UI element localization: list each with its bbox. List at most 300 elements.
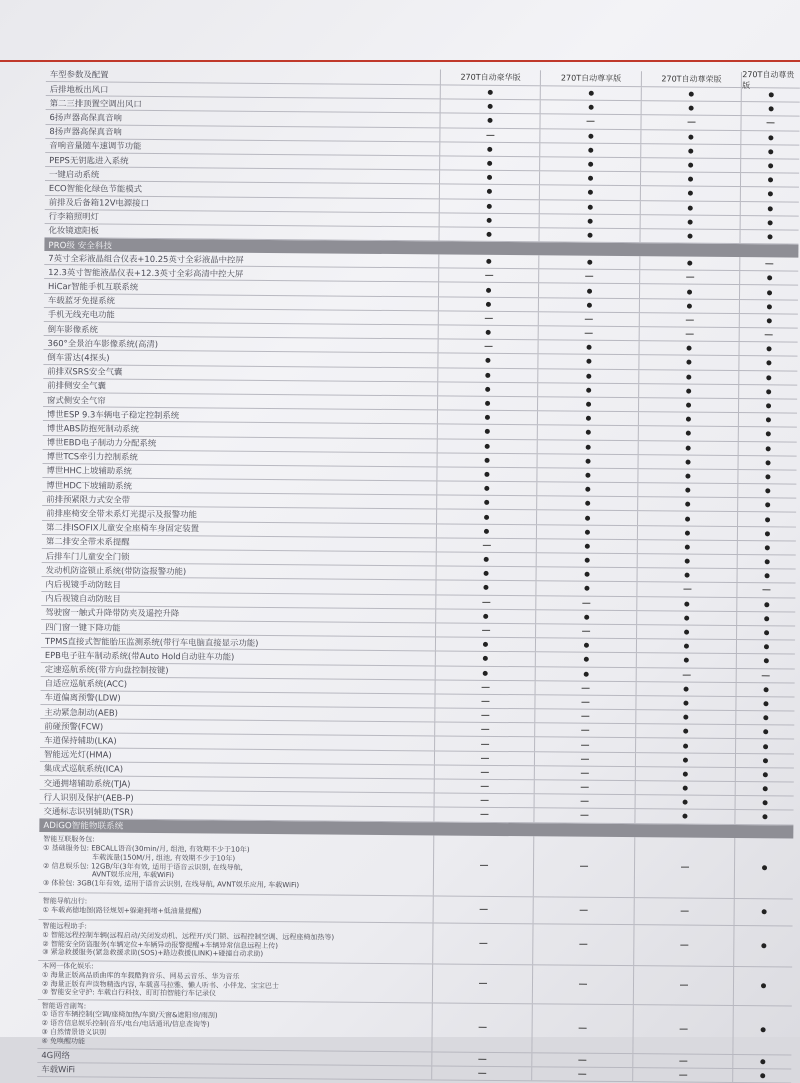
- block-line: ③ 自然情景语义识别: [41, 1027, 107, 1037]
- not-available-dash-icon: [481, 758, 489, 759]
- value-cell: [636, 668, 737, 682]
- row-label: 第二排ISOFIX儿童安全座椅车身固定装置: [45, 522, 200, 534]
- value-cell: [537, 454, 638, 468]
- standard-dot-icon: [763, 715, 768, 720]
- value-cell: [740, 187, 799, 201]
- not-available-dash-icon: [478, 1073, 486, 1074]
- standard-dot-icon: [767, 220, 772, 225]
- value-cell: [537, 497, 638, 511]
- standard-dot-icon: [768, 163, 773, 168]
- standard-dot-icon: [488, 104, 493, 109]
- value-cell: [733, 1006, 792, 1055]
- row-label: 窗式侧安全气帘: [47, 394, 106, 406]
- standard-dot-icon: [685, 545, 690, 550]
- not-available-dash-icon: [479, 983, 487, 984]
- value-cell: [635, 682, 736, 696]
- value-cell: [436, 524, 537, 538]
- standard-dot-icon: [586, 345, 591, 350]
- not-available-dash-icon: [680, 911, 688, 912]
- row-label: 音响音量随车速调节功能: [49, 140, 142, 152]
- row-label: 博世ESP 9.3车辆电子稳定控制系统: [46, 408, 180, 420]
- value-cell: [734, 899, 793, 926]
- standard-dot-icon: [585, 487, 590, 492]
- row-label: 智能远光灯(HMA): [43, 749, 112, 760]
- standard-dot-icon: [763, 730, 768, 735]
- value-cell: [433, 808, 534, 822]
- value-cell: [639, 256, 740, 270]
- value-cell: [435, 652, 536, 666]
- standard-dot-icon: [585, 501, 590, 506]
- value-cell: [736, 669, 795, 683]
- standard-dot-icon: [766, 361, 771, 366]
- value-cell: [533, 836, 634, 897]
- standard-dot-icon: [586, 359, 591, 364]
- not-available-dash-icon: [585, 319, 593, 320]
- standard-dot-icon: [688, 148, 693, 153]
- block-line: ② 语音信息娱乐控制(音乐/电台/电话通讯/信息查询等): [41, 1019, 210, 1029]
- not-available-dash-icon: [484, 318, 492, 319]
- standard-dot-icon: [484, 571, 489, 576]
- row-label: 自适应巡航系统(ACC): [44, 678, 128, 690]
- standard-dot-icon: [485, 373, 490, 378]
- value-cell: [738, 456, 797, 470]
- not-available-dash-icon: [683, 589, 691, 590]
- value-cell: [436, 510, 537, 524]
- standard-dot-icon: [685, 559, 690, 564]
- standard-dot-icon: [684, 630, 689, 635]
- value-cell: [539, 270, 640, 284]
- standard-dot-icon: [686, 445, 691, 450]
- value-cell: [539, 171, 640, 185]
- block-line: 智能语音副驾:: [41, 1001, 87, 1010]
- not-available-dash-icon: [763, 590, 771, 591]
- not-available-dash-icon: [685, 319, 693, 320]
- standard-dot-icon: [688, 163, 693, 168]
- block-line: ③ 智能安全守护: 车载自行科技、盯盯拍智能行车记录仪: [41, 988, 217, 998]
- value-cell: [640, 201, 741, 215]
- standard-dot-icon: [685, 502, 690, 507]
- row-label: 一键启动系统: [49, 168, 100, 180]
- standard-dot-icon: [687, 289, 692, 294]
- block-label: [39, 832, 433, 895]
- red-rule-line: [0, 60, 800, 62]
- value-cell: [738, 484, 797, 498]
- not-available-dash-icon: [579, 944, 587, 945]
- value-cell: [638, 341, 739, 355]
- standard-dot-icon: [485, 401, 490, 406]
- row-label: ECO智能化绿色节能模式: [48, 182, 143, 194]
- value-cell: [739, 300, 798, 314]
- row-label: 前排预紧限力式安全带: [46, 493, 131, 505]
- standard-dot-icon: [683, 757, 688, 762]
- value-cell: [539, 228, 640, 242]
- row-label: 博世HDC下坡辅助系统: [46, 479, 132, 491]
- standard-dot-icon: [587, 288, 592, 293]
- value-cell: [737, 569, 796, 583]
- standard-dot-icon: [685, 516, 690, 521]
- value-cell: [736, 612, 795, 626]
- value-cell: [638, 356, 739, 370]
- standard-dot-icon: [683, 715, 688, 720]
- value-cell: [540, 115, 641, 129]
- row-label: 交通标志识别辅助(TSR): [43, 805, 134, 817]
- value-cell: [537, 411, 638, 425]
- standard-dot-icon: [487, 161, 492, 166]
- value-cell: [437, 425, 538, 439]
- standard-dot-icon: [762, 786, 767, 791]
- standard-dot-icon: [688, 134, 693, 139]
- value-cell: [739, 356, 798, 370]
- value-cell: [540, 101, 641, 115]
- value-cell: [640, 158, 741, 172]
- value-cell: [540, 86, 641, 100]
- standard-dot-icon: [761, 983, 766, 988]
- value-cell: [739, 371, 798, 385]
- standard-dot-icon: [760, 1073, 765, 1078]
- standard-dot-icon: [588, 176, 593, 181]
- standard-dot-icon: [764, 645, 769, 650]
- value-cell: [535, 667, 636, 681]
- value-cell: [740, 257, 799, 271]
- standard-dot-icon: [767, 290, 772, 295]
- row-label: PEPS无钥匙进入系统: [49, 154, 129, 166]
- standard-dot-icon: [766, 403, 771, 408]
- value-cell: [735, 796, 794, 810]
- not-available-dash-icon: [486, 134, 494, 135]
- value-cell: [535, 681, 636, 695]
- not-available-dash-icon: [685, 334, 693, 335]
- value-cell: [632, 1005, 733, 1054]
- value-cell: [435, 666, 536, 680]
- standard-dot-icon: [765, 503, 770, 508]
- not-available-dash-icon: [581, 744, 589, 745]
- row-label: 12.3英寸智能液晶仪表+12.3英寸全彩高清中控大屏: [48, 266, 244, 279]
- row-label: 博世EBD电子制动力分配系统: [46, 437, 157, 449]
- value-cell: [739, 328, 798, 342]
- value-cell: [735, 739, 794, 753]
- value-cell: [536, 553, 637, 567]
- value-cell: [439, 142, 540, 156]
- not-available-dash-icon: [582, 702, 590, 703]
- value-cell: [535, 695, 636, 709]
- standard-dot-icon: [765, 517, 770, 522]
- value-cell: [639, 215, 740, 229]
- feature-block-row: [39, 832, 794, 900]
- value-cell: [436, 538, 537, 552]
- value-cell: [432, 964, 533, 1003]
- row-label: EPB电子驻车制动系统(带Auto Hold自动驻车功能): [44, 649, 235, 662]
- value-cell: [538, 326, 639, 340]
- not-available-dash-icon: [681, 867, 689, 868]
- not-available-dash-icon: [479, 943, 487, 944]
- value-cell: [636, 568, 737, 582]
- standard-dot-icon: [685, 530, 690, 535]
- standard-dot-icon: [484, 585, 489, 590]
- standard-dot-icon: [585, 473, 590, 478]
- value-cell: [539, 200, 640, 214]
- standard-dot-icon: [483, 656, 488, 661]
- value-cell: [740, 159, 799, 173]
- value-cell: [737, 541, 796, 555]
- value-cell: [738, 385, 797, 399]
- standard-dot-icon: [684, 601, 689, 606]
- standard-dot-icon: [766, 375, 771, 380]
- standard-dot-icon: [488, 90, 493, 95]
- value-cell: [636, 597, 737, 611]
- value-cell: [536, 567, 637, 581]
- standard-dot-icon: [763, 659, 768, 664]
- row-label: 车道保持辅助(LKA): [44, 735, 117, 746]
- not-available-dash-icon: [680, 985, 688, 986]
- value-cell: [435, 581, 536, 595]
- value-cell: [736, 683, 795, 697]
- row-label: 交通拥堵辅助系统(TJA): [43, 777, 131, 789]
- standard-dot-icon: [685, 573, 690, 578]
- value-cell: [436, 496, 537, 510]
- standard-dot-icon: [766, 347, 771, 352]
- standard-dot-icon: [686, 374, 691, 379]
- standard-dot-icon: [685, 488, 690, 493]
- standard-dot-icon: [485, 472, 490, 477]
- standard-dot-icon: [761, 909, 766, 914]
- value-cell: [740, 202, 799, 216]
- value-cell: [638, 327, 739, 341]
- standard-dot-icon: [486, 358, 491, 363]
- value-cell: [539, 214, 640, 228]
- not-available-dash-icon: [580, 910, 588, 911]
- column-header: 270T自动豪华版: [440, 69, 541, 85]
- value-cell: [741, 102, 800, 116]
- standard-dot-icon: [684, 701, 689, 706]
- value-cell: [736, 654, 795, 668]
- not-available-dash-icon: [682, 674, 690, 675]
- not-available-dash-icon: [484, 346, 492, 347]
- standard-dot-icon: [587, 219, 592, 224]
- standard-dot-icon: [684, 686, 689, 691]
- block-line: 智能互联服务包:: [43, 835, 95, 844]
- value-cell: [737, 598, 796, 612]
- row-label: 集成式巡航系统(ICA): [43, 763, 124, 775]
- value-cell: [640, 101, 741, 115]
- value-cell: [535, 709, 636, 723]
- standard-dot-icon: [587, 302, 592, 307]
- row-label: 前碰预警(FCW): [44, 720, 104, 732]
- value-cell: [736, 640, 795, 654]
- standard-dot-icon: [584, 615, 589, 620]
- standard-dot-icon: [762, 772, 767, 777]
- value-cell: [635, 710, 736, 724]
- feature-block-row: [37, 1000, 791, 1056]
- standard-dot-icon: [486, 330, 491, 335]
- row-label: 车道偏离预警(LDW): [44, 692, 121, 704]
- value-cell: [534, 766, 635, 780]
- row-label: 后排车门儿童安全门锁: [45, 550, 130, 562]
- value-cell: [435, 623, 536, 637]
- value-cell: [633, 898, 734, 925]
- not-available-dash-icon: [585, 333, 593, 334]
- value-cell: [534, 794, 635, 808]
- value-cell: [639, 313, 740, 327]
- value-cell: [737, 498, 796, 512]
- not-available-dash-icon: [480, 772, 488, 773]
- value-cell: [538, 312, 639, 326]
- row-label: 后排地板出风口: [49, 83, 109, 95]
- standard-dot-icon: [762, 801, 767, 806]
- row-label: HiCar智能手机互联系统: [48, 281, 139, 292]
- value-cell: [639, 270, 740, 284]
- value-cell: [438, 283, 539, 297]
- standard-dot-icon: [768, 92, 773, 97]
- value-cell: [638, 384, 739, 398]
- standard-dot-icon: [688, 177, 693, 182]
- standard-dot-icon: [687, 346, 692, 351]
- standard-dot-icon: [485, 387, 490, 392]
- value-cell: [735, 725, 794, 739]
- not-available-dash-icon: [582, 631, 590, 632]
- not-available-dash-icon: [485, 275, 493, 276]
- value-cell: [732, 1069, 791, 1083]
- standard-dot-icon: [684, 644, 689, 649]
- standard-dot-icon: [763, 701, 768, 706]
- value-cell: [437, 340, 538, 354]
- row-label: 行李箱照明灯: [48, 211, 99, 222]
- row-label: 博世ABS防抱死制动系统: [46, 422, 139, 434]
- column-header: 270T自动尊荣版: [641, 71, 742, 87]
- value-cell: [537, 440, 638, 454]
- value-cell: [641, 87, 742, 101]
- value-cell: [535, 653, 636, 667]
- value-cell: [639, 285, 740, 299]
- value-cell: [437, 354, 538, 368]
- feature-block-row: [38, 920, 792, 968]
- standard-dot-icon: [585, 529, 590, 534]
- row-label: 4G网络: [41, 1050, 70, 1061]
- value-cell: [640, 144, 741, 158]
- standard-dot-icon: [487, 175, 492, 180]
- value-cell: [435, 567, 536, 581]
- standard-dot-icon: [768, 135, 773, 140]
- standard-dot-icon: [585, 430, 590, 435]
- not-available-dash-icon: [579, 984, 587, 985]
- row-label: 博世HHC上坡辅助系统: [46, 465, 132, 477]
- value-cell: [436, 552, 537, 566]
- not-available-dash-icon: [478, 1058, 486, 1059]
- value-cell: [534, 752, 635, 766]
- standard-dot-icon: [686, 403, 691, 408]
- standard-dot-icon: [587, 233, 592, 238]
- value-cell: [738, 413, 797, 427]
- value-cell: [638, 398, 739, 412]
- row-label: 内后视镜自动防眩目: [45, 593, 121, 604]
- block-label: [37, 1000, 431, 1051]
- standard-dot-icon: [586, 373, 591, 378]
- standard-dot-icon: [683, 771, 688, 776]
- value-cell: [638, 370, 739, 384]
- value-cell: [538, 355, 639, 369]
- standard-dot-icon: [767, 234, 772, 239]
- block-line: AVNT娱乐应用, 车载WiFi): [42, 870, 174, 880]
- standard-dot-icon: [760, 1027, 765, 1032]
- not-available-dash-icon: [679, 1029, 687, 1030]
- row-label: 化妆镜遮阳板: [48, 225, 99, 236]
- not-available-dash-icon: [762, 675, 770, 676]
- block-line: 本网一体化娱乐:: [42, 961, 94, 971]
- value-cell: [637, 483, 738, 497]
- not-available-dash-icon: [482, 630, 490, 631]
- value-cell: [738, 470, 797, 484]
- value-cell: [535, 724, 636, 738]
- standard-dot-icon: [768, 149, 773, 154]
- standard-dot-icon: [485, 429, 490, 434]
- row-label: 手机无线充电功能: [47, 309, 115, 321]
- value-cell: [439, 114, 540, 128]
- block-line: ② 智能安全防盗服务(车辆定位+车辆异动报警提醒+车辆异常信息远程上传): [42, 939, 279, 950]
- value-cell: [436, 453, 537, 467]
- value-cell: [739, 342, 798, 356]
- standard-dot-icon: [683, 729, 688, 734]
- standard-dot-icon: [487, 147, 492, 152]
- not-available-dash-icon: [581, 787, 589, 788]
- row-label: 四门窗一键下降功能: [45, 621, 121, 633]
- value-cell: [734, 838, 793, 899]
- value-cell: [537, 397, 638, 411]
- header-label: 车型参数及配置: [49, 68, 109, 80]
- row-label: 主动紧急制动(AEB): [44, 706, 118, 718]
- value-cell: [533, 897, 634, 924]
- value-cell: [738, 399, 797, 413]
- block-line: 车载流量(150M/月, 组池, 有效期不少于10年): [43, 852, 236, 863]
- standard-dot-icon: [683, 800, 688, 805]
- standard-dot-icon: [484, 557, 489, 562]
- value-cell: [637, 512, 738, 526]
- not-available-dash-icon: [579, 1028, 587, 1029]
- standard-dot-icon: [483, 670, 488, 675]
- not-available-dash-icon: [680, 945, 688, 946]
- not-available-dash-icon: [581, 730, 589, 731]
- value-cell: [635, 724, 736, 738]
- standard-dot-icon: [584, 586, 589, 591]
- value-cell: [636, 639, 737, 653]
- value-cell: [736, 711, 795, 725]
- feature-block-row: [38, 961, 792, 1007]
- value-cell: [636, 554, 737, 568]
- row-label: 第二排安全带未系提醒: [45, 536, 130, 548]
- row-label: 7英寸全彩液晶组合仪表+10.25英寸全彩液晶中控屏: [48, 252, 244, 265]
- block-line: ③ 紧急救援服务(紧急救援求助(SOS)+路边救援(LINK)+碰撞自动求助): [42, 948, 264, 959]
- value-cell: [637, 540, 738, 554]
- value-cell: [739, 271, 798, 285]
- not-available-dash-icon: [480, 814, 488, 815]
- value-cell: [534, 809, 635, 823]
- standard-dot-icon: [583, 671, 588, 676]
- value-cell: [431, 1052, 532, 1066]
- row-label: 前排侧安全气囊: [47, 380, 106, 391]
- standard-dot-icon: [686, 474, 691, 479]
- standard-dot-icon: [485, 415, 490, 420]
- standard-dot-icon: [484, 500, 489, 505]
- value-cell: [733, 926, 792, 967]
- value-cell: [439, 213, 540, 227]
- value-cell: [540, 143, 641, 157]
- standard-dot-icon: [760, 1059, 765, 1064]
- standard-dot-icon: [765, 446, 770, 451]
- not-available-dash-icon: [481, 729, 489, 730]
- value-cell: [432, 923, 533, 964]
- not-available-dash-icon: [578, 1074, 586, 1075]
- standard-dot-icon: [483, 642, 488, 647]
- standard-dot-icon: [487, 203, 492, 208]
- value-cell: [735, 810, 794, 824]
